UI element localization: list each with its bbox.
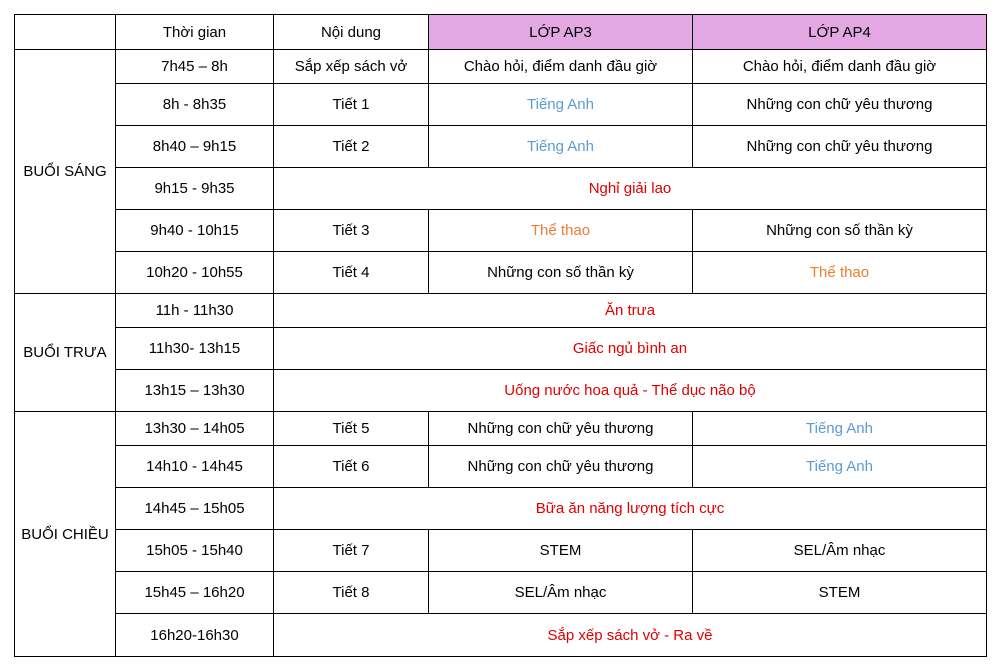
table-row	[15, 84, 987, 126]
table-row	[15, 412, 987, 446]
session-noon: BUỔI TRƯA	[15, 294, 116, 412]
time-cell: 11h30- 13h15	[116, 328, 274, 370]
ap3-cell: Thể thao	[429, 210, 693, 252]
ap4-cell: Những con chữ yêu thương	[693, 84, 987, 126]
merged-activity-cell: Sắp xếp sách vở - Ra về	[274, 614, 987, 657]
time-cell: 13h15 – 13h30	[116, 370, 274, 412]
table-row	[15, 572, 987, 614]
content-cell: Tiết 3	[274, 210, 429, 252]
time-cell: 11h - 11h30	[116, 294, 274, 328]
time-cell: 8h - 8h35	[116, 84, 274, 126]
table-row	[15, 168, 987, 210]
header-empty-cell	[15, 15, 116, 50]
table-row	[15, 370, 987, 412]
table-row	[15, 210, 987, 252]
content-cell: Tiết 1	[274, 84, 429, 126]
merged-activity-cell: Bữa ăn năng lượng tích cực	[274, 488, 987, 530]
ap4-cell: Những con chữ yêu thương	[693, 126, 987, 168]
schedule-table	[14, 14, 987, 657]
header-time: Thời gian	[116, 15, 274, 50]
content-cell: Tiết 7	[274, 530, 429, 572]
table-row	[15, 530, 987, 572]
merged-activity-cell: Giấc ngủ bình an	[274, 328, 987, 370]
ap3-cell: Tiếng Anh	[429, 84, 693, 126]
content-cell: Tiết 6	[274, 446, 429, 488]
ap3-cell: SEL/Âm nhạc	[429, 572, 693, 614]
ap3-cell: Tiếng Anh	[429, 126, 693, 168]
time-cell: 16h20-16h30	[116, 614, 274, 657]
session-afternoon: BUỔI CHIỀU	[15, 412, 116, 657]
time-cell: 7h45 – 8h	[116, 50, 274, 84]
time-cell: 9h40 - 10h15	[116, 210, 274, 252]
time-cell: 8h40 – 9h15	[116, 126, 274, 168]
time-cell: 14h45 – 15h05	[116, 488, 274, 530]
header-content: Nội dung	[274, 15, 429, 50]
header-row	[15, 15, 987, 50]
header-class-ap3: LỚP AP3	[429, 15, 693, 50]
time-cell: 9h15 - 9h35	[116, 168, 274, 210]
table-row	[15, 50, 987, 84]
content-cell: Tiết 8	[274, 572, 429, 614]
time-cell: 14h10 - 14h45	[116, 446, 274, 488]
header-class-ap4: LỚP AP4	[693, 15, 987, 50]
content-cell: Tiết 5	[274, 412, 429, 446]
content-cell: Tiết 2	[274, 126, 429, 168]
table-row	[15, 294, 987, 328]
content-cell: Tiết 4	[274, 252, 429, 294]
table-row	[15, 252, 987, 294]
content-cell: Sắp xếp sách vở	[274, 50, 429, 84]
ap3-cell: STEM	[429, 530, 693, 572]
merged-activity-cell: Uống nước hoa quả - Thể dục não bộ	[274, 370, 987, 412]
ap3-cell: Những con chữ yêu thương	[429, 446, 693, 488]
time-cell: 13h30 – 14h05	[116, 412, 274, 446]
ap3-cell: Chào hỏi, điểm danh đầu giờ	[429, 50, 693, 84]
ap4-cell: STEM	[693, 572, 987, 614]
ap4-cell: SEL/Âm nhạc	[693, 530, 987, 572]
table-row	[15, 328, 987, 370]
ap4-cell: Tiếng Anh	[693, 446, 987, 488]
table-row	[15, 446, 987, 488]
merged-activity-cell: Ăn trưa	[274, 294, 987, 328]
session-morning: BUỔI SÁNG	[15, 50, 116, 294]
ap4-cell: Thể thao	[693, 252, 987, 294]
table-row	[15, 614, 987, 657]
time-cell: 15h45 – 16h20	[116, 572, 274, 614]
ap3-cell: Những con chữ yêu thương	[429, 412, 693, 446]
ap4-cell: Tiếng Anh	[693, 412, 987, 446]
table-row	[15, 488, 987, 530]
ap4-cell: Những con số thần kỳ	[693, 210, 987, 252]
table-row	[15, 126, 987, 168]
merged-activity-cell: Nghỉ giải lao	[274, 168, 987, 210]
time-cell: 10h20 - 10h55	[116, 252, 274, 294]
time-cell: 15h05 - 15h40	[116, 530, 274, 572]
ap4-cell: Chào hỏi, điểm danh đầu giờ	[693, 50, 987, 84]
ap3-cell: Những con số thần kỳ	[429, 252, 693, 294]
